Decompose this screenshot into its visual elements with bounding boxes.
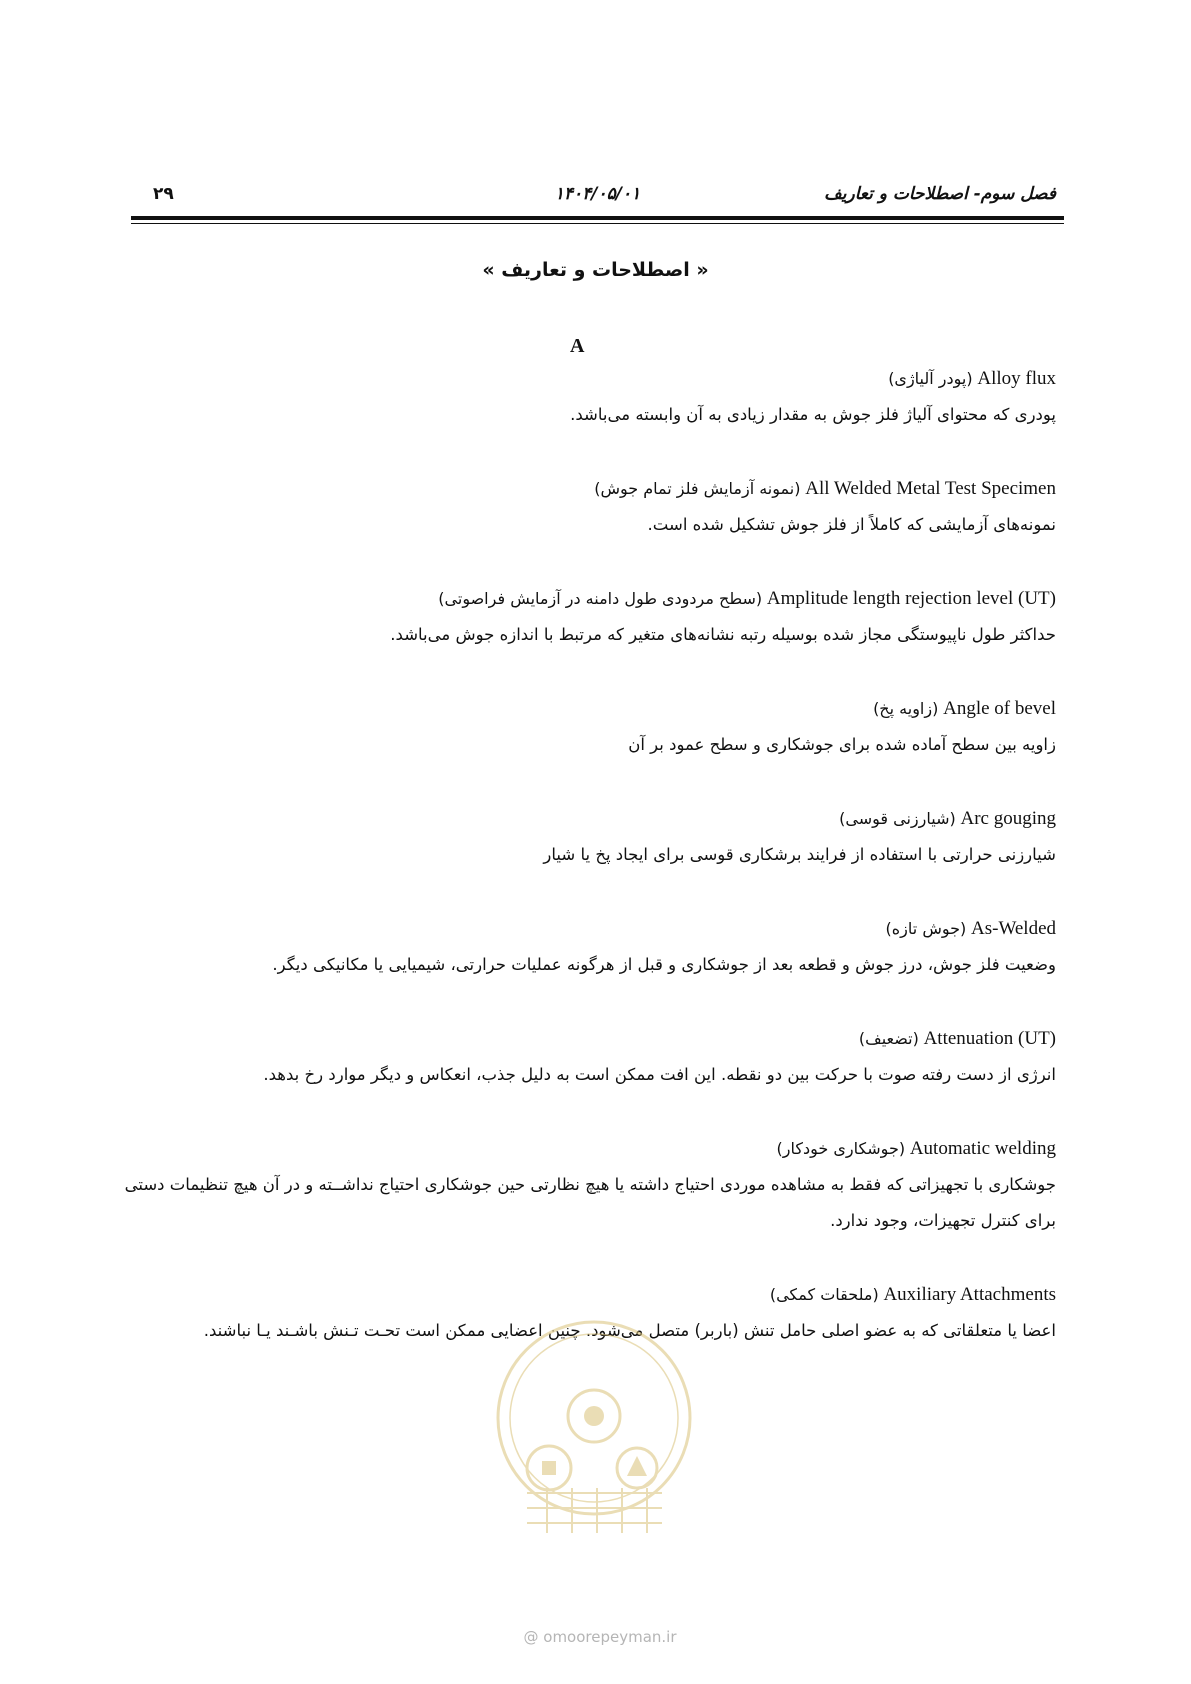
page-number: ۲۹ (153, 184, 174, 204)
entry-term (111, 1025, 1056, 1053)
term-persian: (زاویه پخ) (873, 699, 939, 718)
glossary-entry (111, 805, 1056, 873)
glossary-entry (111, 1135, 1056, 1239)
term-english: Angle of bevel (943, 698, 1056, 719)
entry-term (111, 1135, 1056, 1163)
term-english: Arc gouging (960, 808, 1056, 829)
glossary-entry (111, 915, 1056, 983)
watermark-site-text: omoorepeyman.ir (543, 1628, 677, 1646)
term-persian: (جوش تازه) (885, 919, 967, 938)
term-persian: (سطح مردودی طول دامنه در آزمایش فراصوتی) (438, 589, 763, 608)
entry-definition: زاویه بین سطح آماده شده برای جوشکاری و سطح عمود بر آن (628, 735, 1056, 754)
entry-term (111, 695, 1056, 723)
entry-term (111, 585, 1056, 613)
term-english: All Welded Metal Test Specimen (805, 478, 1056, 499)
entry-definition: شیارزنی حرارتی با استفاده از فرایند برشکاری قوسی برای ایجاد پخ یا شیار (543, 845, 1056, 864)
document-title: « اصطلاحات و تعاریف » (482, 259, 709, 281)
header-rule-thin (131, 223, 1064, 224)
glossary-entry (111, 475, 1056, 543)
term-persian: (پودر آلیاژی) (888, 369, 973, 388)
term-english: Automatic welding (909, 1138, 1056, 1159)
entry-term (111, 365, 1056, 393)
term-persian: (تضعیف) (858, 1029, 919, 1048)
term-english: Alloy flux (977, 368, 1056, 389)
entry-definition: پودری که محتوای آلیاژ فلز جوش به مقدار زیادی به آن وابسته می‌باشد. (570, 405, 1056, 424)
term-english: Amplitude length rejection level (UT) (766, 588, 1056, 609)
entry-term (111, 805, 1056, 833)
entry-term (111, 1281, 1056, 1309)
entry-definition: انرژی از دست رفته صوت با حرکت بین دو نقطه. این افت ممکن است به دلیل جذب، انعکاس و دیگر موارد رخ بدهد. (263, 1065, 1056, 1084)
term-persian: (ملحقات کمکی) (769, 1285, 879, 1304)
entry-definition: نمونه‌های آزمایشی که کاملاً از فلز جوش تشکیل شده است. (647, 515, 1056, 534)
section-letter: A (570, 335, 585, 357)
page-header (131, 184, 1064, 210)
glossary-entry (111, 1025, 1056, 1093)
term-english: As-Welded (971, 918, 1056, 939)
entry-definition: وضعیت فلز جوش، درز جوش و قطعه بعد از جوشکاری و قبل از هرگونه عملیات حرارتی، شیمیایی یا مکانیکی دیگر. (272, 955, 1056, 974)
glossary-list (111, 365, 1056, 1391)
glossary-entry (111, 695, 1056, 763)
header-rule-thick (131, 216, 1064, 220)
chapter-title: فصل سوم- اصطلاحات و تعاریف (824, 184, 1056, 204)
glossary-entry (111, 585, 1056, 653)
watermark-seal-logo (487, 1318, 702, 1598)
term-english: Attenuation (UT) (923, 1028, 1056, 1049)
entry-term (111, 475, 1056, 503)
term-english: Auxiliary Attachments (883, 1284, 1056, 1305)
term-persian: (شیارزنی قوسی) (839, 809, 956, 828)
entry-definition: اعضا یا متعلقاتی که به عضو اصلی حامل تنش (باربر) متصل می‌شود. چنین اعضایی ممکن است تحـت تـنش باشـند یـا نباشند. (203, 1321, 1056, 1340)
watermark-site: @ omoorepeyman.ir (523, 1628, 677, 1646)
entry-definition: حداکثر طول ناپیوستگی مجاز شده بوسیله رتبه نشانه‌های متغیر که مرتبط با اندازه جوش می‌باشد. (390, 625, 1056, 644)
glossary-entry (111, 365, 1056, 433)
entry-term (111, 915, 1056, 943)
header-date: ۱۴۰۴/۰۵/۰۱ (554, 184, 641, 204)
term-persian: (جوشکاری خودکار) (776, 1139, 906, 1158)
term-persian: (نمونه آزمایش فلز تمام جوش) (594, 479, 801, 498)
entry-definition: جوشکاری با تجهیزاتی که فقط به مشاهده موردی احتیاج داشته یا هیچ نظارتی حین جوشکاری احتیاج نداشــته و در آن هیچ تنظیمات دستی برای کنترل تجهیزات، وجود ندارد. (124, 1175, 1056, 1230)
